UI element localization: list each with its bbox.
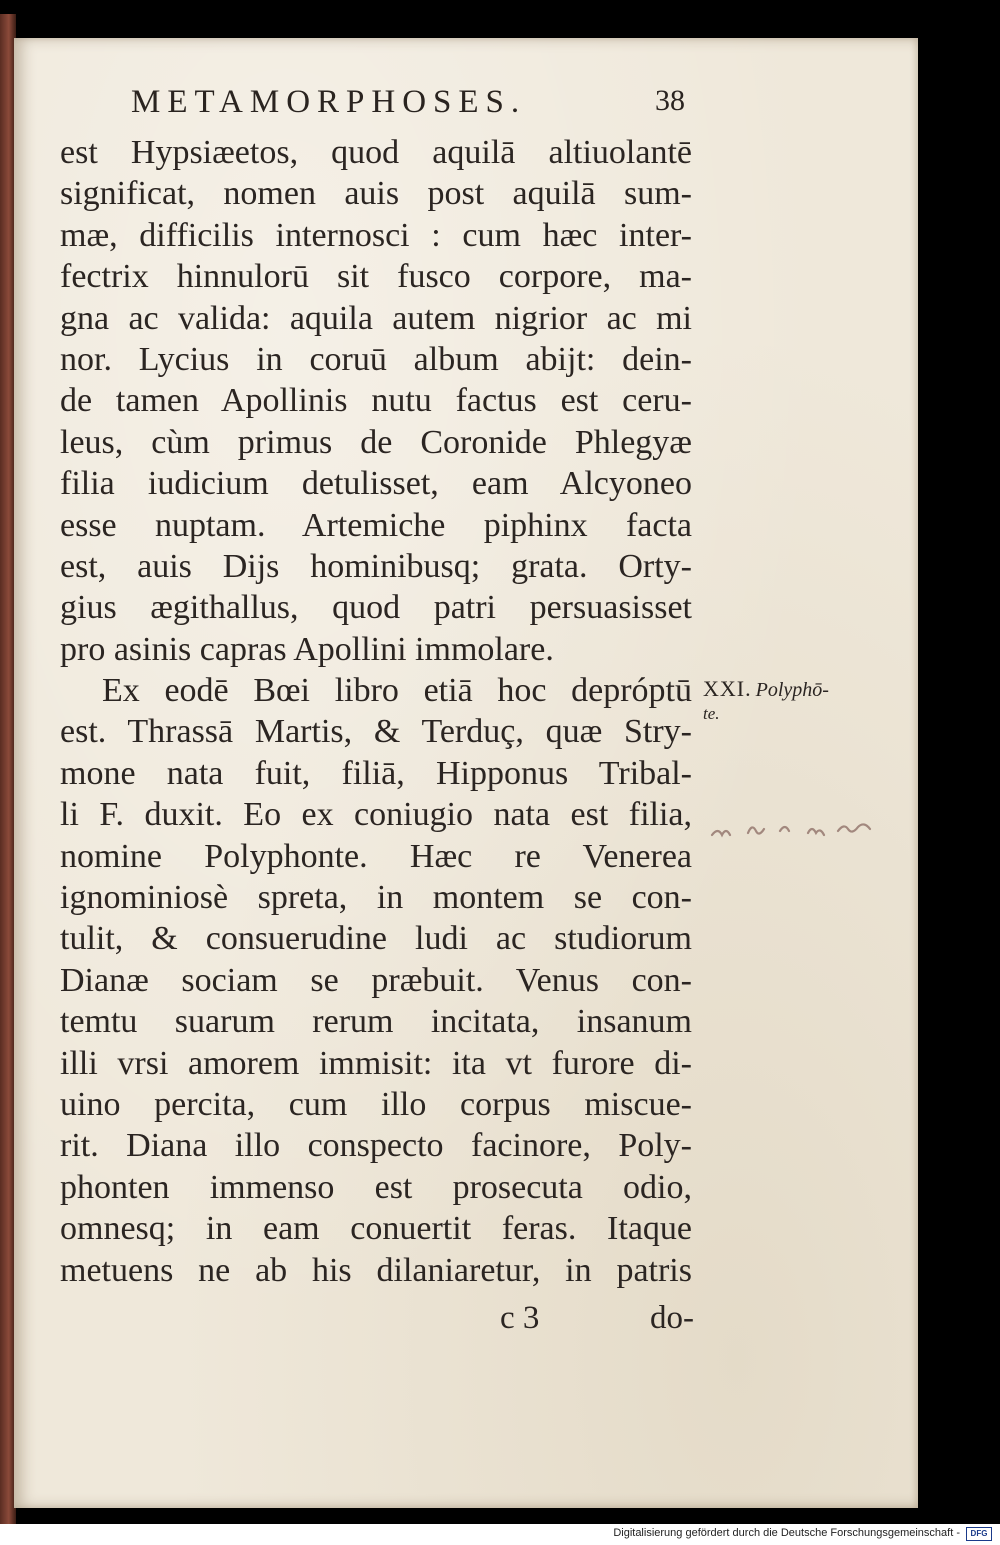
- running-head-title: METAMORPHOSES.: [131, 84, 527, 120]
- text-line: ignominiosè spreta, in montem se con-: [60, 879, 692, 917]
- text-line: de tamen Apollinis nutu factus est ceru-: [60, 382, 692, 420]
- dfg-logo: DFG: [966, 1527, 992, 1541]
- running-head: [131, 84, 691, 124]
- text-line: pro asinis capras Apollini immolare.: [60, 630, 554, 668]
- paragraph-start-line: Ex eodē Bœi libro etiā hoc depróptū: [102, 672, 692, 710]
- marginal-note: [703, 676, 863, 724]
- marginal-note-number: XXI.: [703, 676, 752, 701]
- text-line: li F. duxit. Eo ex coniugio nata est filia,: [60, 796, 692, 834]
- text-line: est. Thrassā Martis, & Terduç, quæ Stry-: [60, 713, 692, 751]
- text-line: leus, cùm primus de Coronide Phlegyæ: [60, 423, 692, 461]
- text-line: rit. Diana illo conspecto facinore, Poly-: [60, 1127, 692, 1165]
- text-line: metuens ne ab his dilaniaretur, in patris: [60, 1251, 692, 1289]
- page-number: 38: [655, 84, 685, 117]
- catchline: [500, 1300, 694, 1340]
- text-line: est Hypsiæetos, quod aquilā altiuolantē: [60, 134, 692, 171]
- marginal-note-continuation: te.: [703, 704, 720, 723]
- signature-mark: c 3: [500, 1300, 540, 1336]
- text-line: nomine Polyphonte. Hæc re Venerea: [60, 837, 692, 875]
- handwritten-ink-mark: [708, 815, 888, 845]
- text-line: temtu suarum rerum incitata, insanum: [60, 1003, 692, 1041]
- text-line: gna ac valida: aquila autem nigrior ac mi: [60, 299, 692, 337]
- text-line: mæ, difficilis internosci : cum hæc inter-: [60, 216, 692, 254]
- text-line: fectrix hinnulorū sit fusco corpore, ma-: [60, 258, 692, 296]
- text-line: illi vrsi amorem immisit: ita vt furore di-: [60, 1044, 692, 1082]
- catchword: do-: [650, 1300, 694, 1336]
- text-line: uino percita, cum illo corpus miscue-: [60, 1085, 692, 1123]
- text-line: Dianæ sociam se præbuit. Venus con-: [60, 961, 692, 999]
- text-line: est, auis Dijs hominibusq; grata. Orty-: [60, 547, 692, 585]
- funding-credit: Digitalisierung gefördert durch die Deutsche Forschungsgemeinschaft -: [613, 1527, 960, 1539]
- footer-bar: [0, 1524, 1000, 1545]
- text-line: tulit, & consuerudine ludi ac studiorum: [60, 920, 692, 958]
- text-line: omnesq; in eam conuertit feras. Itaque: [60, 1210, 692, 1248]
- body-text: [60, 132, 692, 1291]
- text-line: nor. Lycius in coruū album abijt: dein-: [60, 340, 692, 378]
- text-line: gius ægithallus, quod patri persuasisset: [60, 589, 692, 627]
- marginal-note-name: Polyphō-: [755, 679, 829, 701]
- text-line: phonten immenso est prosecuta odio,: [60, 1168, 692, 1206]
- text-line: esse nuptam. Artemiche piphinx facta: [60, 506, 692, 544]
- text-line: significat, nomen auis post aquilā sum-: [60, 175, 692, 213]
- text-line: mone nata fuit, filiā, Hipponus Tribal-: [60, 754, 692, 792]
- text-line: filia iudicium detulisset, eam Alcyoneo: [60, 465, 692, 503]
